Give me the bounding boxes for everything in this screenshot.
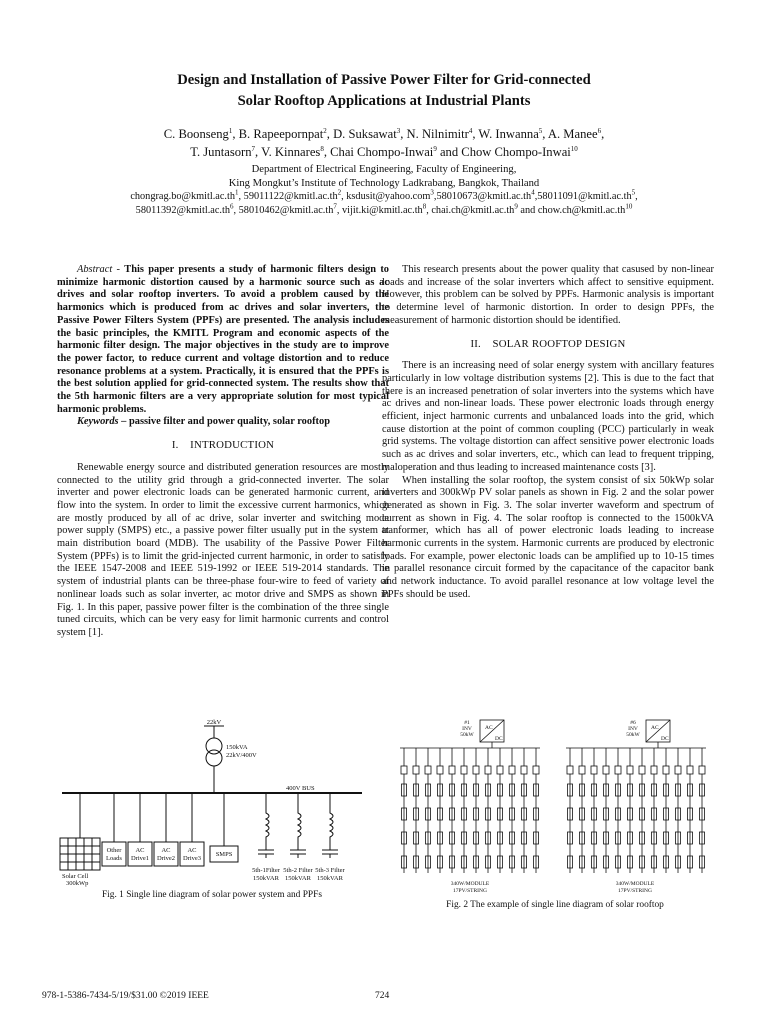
emails-line-1 [0, 190, 768, 204]
author-name-sup: 3 [396, 126, 401, 135]
author-name-sup: 4 [468, 126, 473, 135]
authors-line-2: T. Juntasorn$^7$, V. Kinnares$^8$, Chai Chompo-Inwai$^9$ and Chow Chompo-Inwai$^{10}$ [190, 144, 578, 159]
fig2-fuse-box [425, 766, 431, 774]
fig1-filter-label: 150kVAR [285, 875, 311, 882]
affiliation-line-1: Department of Electrical Engineering, Faculty of Engineering, [251, 164, 517, 175]
fig1-load-label: AC [187, 847, 197, 854]
section-heading-introduction: I. INTRODUCTION [171, 439, 275, 452]
fig1-load-label: Drive1 [130, 855, 150, 862]
fig2-inv6-rating: 50kW [626, 732, 640, 738]
author-email: , vijit.ki@kmitl.ac.th [336, 205, 423, 216]
fig2-fuse-box [651, 766, 657, 774]
fig2-fuse-box [521, 766, 527, 774]
fig2-fuse-box [401, 766, 407, 774]
fig2-inv1-ac: AC [485, 725, 493, 731]
fig1-bus-label: 400V BUS [286, 785, 315, 792]
fig1-grid-label: 22kV [206, 719, 222, 726]
emails-line-2 [0, 204, 768, 218]
fig2-fuse-box [485, 766, 491, 774]
author-email: , 59011122@kmitl.ac.th [238, 191, 338, 202]
keywords-text: – passive filter and power quality, solar rooftop [118, 416, 330, 428]
figure-2-solar-rooftop-diagram [395, 718, 715, 900]
abstract [57, 264, 389, 416]
author-email: ,58010673@kmitl.ac.th [433, 191, 532, 202]
fig2-fuse-box [615, 766, 621, 774]
fig2-inv6-number: #6 [630, 720, 636, 726]
author-email-sup: 9 [514, 202, 518, 211]
fig1-filter-label: 150kVAR [253, 875, 279, 882]
author-name-sup: 10 [570, 144, 578, 153]
fig1-load-label: Drive2 [156, 855, 176, 862]
author-email: , 58010462@kmitl.ac.th [233, 205, 334, 216]
fig1-solar-label-1: Solar Cell [62, 873, 89, 880]
right-paragraph-2: There is an increasing need of solar energy system with ancillary features particularly in low voltage distribution systems [2]. This is due to the fact that there is an increased penetration of solar inverters into the systems which have ac drives and non-linear loads. These power electronic loads through energy efficient, inject harmonic currents and unbalanced loads into the grid, which cause distortion at the point of common coupling (PCC) particularly in weak grid systems. The voltage distortion can affect sensitive power electronic loads such as ac drives and solar inverters, etc., which can lead to frequent tripping, maloperation and thus leading to increased maintenance costs [3]. [382, 360, 714, 473]
author-email-sup: 7 [333, 202, 337, 211]
author-email-sup: 2 [337, 188, 342, 197]
left-column [57, 264, 389, 640]
author-email-sup: 5 [631, 188, 636, 197]
authors-line-1: C. Boonseng$^1$, B. Rapeepornpat$^2$, D. Suksawat$^3$, N. Nilnimitr$^4$, W. Inwanna$^5$, A. Manee$^6$, [163, 126, 605, 141]
author-name-sup: 5 [538, 126, 543, 135]
keywords-label: Keywords [77, 416, 119, 428]
author-email-sup: 4 [531, 188, 535, 197]
fig2-inv1-dc: DC [495, 736, 503, 742]
fig1-transformer-voltage: 22kV/400V [226, 752, 257, 759]
fig1-transformer-rating: 150kVA [226, 744, 248, 751]
author-name-sup: 2 [323, 126, 327, 135]
author-emails [0, 190, 768, 218]
fig2-inv1-number: #1 [464, 720, 470, 726]
fig2-fuse-box [603, 766, 609, 774]
fig2-fuse-box [699, 766, 705, 774]
fig1-load-label: AC [161, 847, 171, 854]
fig2-inv1-type: INV [462, 726, 472, 732]
fig2-fuse-box [591, 766, 597, 774]
fig2-inv6-type: INV [628, 726, 638, 732]
author-email: ,58011091@kmitl.ac.th [534, 191, 632, 202]
fig2-fuse-box [449, 766, 455, 774]
fig2-fuse-box [579, 766, 585, 774]
fig2-fuse-box [437, 766, 443, 774]
author-email-sup: 6 [230, 202, 234, 211]
fig2-fuse-box [687, 766, 693, 774]
fig2-module-left-2: 17PV/STRING [453, 888, 487, 894]
figure-1-single-line-diagram [52, 718, 372, 888]
paper-title [0, 70, 768, 112]
page-number: 724 [375, 991, 390, 1001]
fig1-solar-label-2: 300kWp [66, 880, 89, 887]
author-name: Chow Chompo-Inwai [461, 144, 571, 159]
author-name-sup: 9 [433, 144, 437, 153]
author-name: D. Suksawat [333, 127, 397, 141]
author-name: C. Boonseng [163, 127, 229, 141]
author-name-sup: 7 [251, 144, 256, 153]
author-email-sup: 3 [430, 188, 434, 197]
fig2-fuse-box [461, 766, 467, 774]
right-column [382, 264, 714, 602]
fig1-filter-label: 5th-1Filter [252, 867, 280, 874]
author-email: chongrag.bo@kmitl.ac.th [130, 191, 236, 202]
fig1-filter-label: 5th-3 Filter [315, 867, 345, 874]
fig2-module-right-2: 17PV/STRING [618, 888, 652, 894]
right-paragraph-3: When installing the solar rooftop, the system consist of six 50kWp solar inverters and 300kWp PV solar panels as shown in Fig. 2 and the solar power generated as shown in Fig. 3. The solar inverter waveform and spectrum of current as shown in Fig. 4. The solar rooftop is connected to the 1500kVA tranformer, which has all of power electronic loads leading to increase harmonic currents in the system. Harmonic currents are produced by electronic loads. For example, power electonic loads can be amplified up to 10-15 times in parallel resonance circuit formed by the capacitance of the capacitor bank and network inductance. To avoid parallel resonance at low voltage level the PPFs should be used. [382, 474, 714, 600]
introduction-paragraph: Renewable energy source and distributed generation resources are mostly connected to the utility grid through a grid-connected inverter. The solar inverter and power electronic loads can be generated harmonic current, and flow into the system. In order to limit the excessive current harmonics, which are mostly produced by all of ac drive, solar inverter and switching mode power supply (SMPS) etc., a passive power filter usually put in the system at main distribution board (MDB). The usability of the Passive Power Filter System (PPFs) is to limit the grid-injected current harmonic, in order to satisfy the IEEE 1547-2008 and IEEE 519-1992 or IEEE 519-2014 standards. The system of industrial plants can be three-phase four-wire to feed of variety of nonlinear loads such as solar inverter, ac motor drive and SMPS as shown in Fig. 1. In this paper, passive power filter is the combination of the three single tuned circuits, which can be very easy for limit harmonic currents and control system [1]. [57, 461, 389, 638]
fig2-module-left-1: 340W/MODULE [450, 881, 490, 887]
author-email-sup: 10 [625, 202, 633, 211]
author-name: A. Manee [547, 127, 598, 141]
fig2-fuse-box [663, 766, 669, 774]
author-email-sup: 8 [422, 202, 427, 211]
author-name: B. Rapeepornpat [238, 127, 324, 141]
fig1-load-label: AC [135, 847, 145, 854]
fig2-inv1-rating: 50kW [460, 732, 474, 738]
author-name: T. Juntasorn [190, 144, 252, 159]
right-paragraph-1: This research presents about the power quality that casused by non-linear loads and increase of the solar inverters which affect to sensitive equipment. However, this problem can be solved by PPFs. Harmonic analysis is important to determine level of harmonic distortion. In order to design PPFs, the measurement of harmonic distortion should be identified. [382, 264, 714, 326]
fig2-fuse-box [567, 766, 573, 774]
fig1-filter-label: 5th-2 Filter [283, 867, 313, 874]
fig2-module-right-1: 340W/MODULE [615, 881, 655, 887]
abstract-text: This paper presents a study of harmonic filters design to minimize harmonic distortion caused by a harmonic source such as ac drives and solar rooftop inverters. To avoid a problem caused by the harmonics which is produced from ac drives and solar inverters, the Passive Power Filters System (PPFs) are presented. The analysis includes the basic principles, the KMITL Program and economic aspects of the harmonic filter design. The major objectives in the study are to improve the power factor, to reduce current and voltage distortion and to reduce resonance problems at a system. Practically, it is ensured that the PPFs is the best solution applied for grid-connected system. The results show that the 5th harmonic filters are a very appropriate solution for most typical harmonic problems. [57, 264, 389, 415]
author-email: 58011392@kmitl.ac.th [135, 205, 230, 216]
fig1-load-label: Loads [106, 855, 122, 862]
author-email: , chai.ch@kmitl.ac.th [426, 205, 515, 216]
author-name-sup: 8 [320, 144, 324, 153]
fig1-load-label: Other [106, 847, 122, 854]
author-name: V. Kinnares [261, 144, 321, 159]
fig2-fuse-box [533, 766, 539, 774]
author-email: , [635, 191, 638, 202]
figure-1-caption: Fig. 1 Single line diagram of solar power system and PPFs [101, 890, 323, 900]
author-name: W. Inwanna [478, 127, 539, 141]
fig2-inv6-ac: AC [651, 725, 659, 731]
author-name-sup: 6 [597, 126, 602, 135]
fig2-fuse-box [413, 766, 419, 774]
fig2-fuse-box [497, 766, 503, 774]
fig2-fuse-box [473, 766, 479, 774]
author-name: Chai Chompo-Inwai [330, 144, 434, 159]
fig1-filter-label: 150kVAR [317, 875, 343, 882]
keywords [57, 416, 389, 429]
section-heading-solar-rooftop: II. SOLAR ROOFTOP DESIGN [470, 337, 626, 350]
author-email: and chow.ch@kmitl.ac.th [517, 205, 626, 216]
author-email: , ksdusit@yahoo.com [341, 191, 431, 202]
fig1-load-label: Drive3 [182, 855, 202, 862]
fig2-fuse-box [639, 766, 645, 774]
fig2-fuse-box [627, 766, 633, 774]
fig2-inv6-dc: DC [661, 736, 669, 742]
fig2-fuse-box [509, 766, 515, 774]
author-list [0, 126, 768, 161]
author-name-sup: 1 [228, 126, 233, 135]
title-line-1: Design and Installation of Passive Power Filter for Grid-connected [177, 72, 591, 88]
title-line-2: Solar Rooftop Applications at Industrial Plants [237, 93, 531, 109]
fig2-fuse-box [675, 766, 681, 774]
affiliation-line-2: King Mongkut’s Institute of Technology Ladkrabang, Bangkok, Thailand [228, 177, 540, 189]
abstract-label: Abstract - [77, 264, 120, 275]
affiliation [0, 163, 768, 190]
copyright-footer: 978-1-5386-7434-5/19/$31.00 ©2019 IEEE [42, 991, 209, 1001]
fig1-load-label: SMPS [215, 851, 233, 858]
author-email-sup: 1 [235, 188, 239, 197]
figure-2-caption: Fig. 2 The example of single line diagram of solar rooftop [446, 900, 664, 910]
author-name: N. Nilnimitr [406, 127, 469, 141]
